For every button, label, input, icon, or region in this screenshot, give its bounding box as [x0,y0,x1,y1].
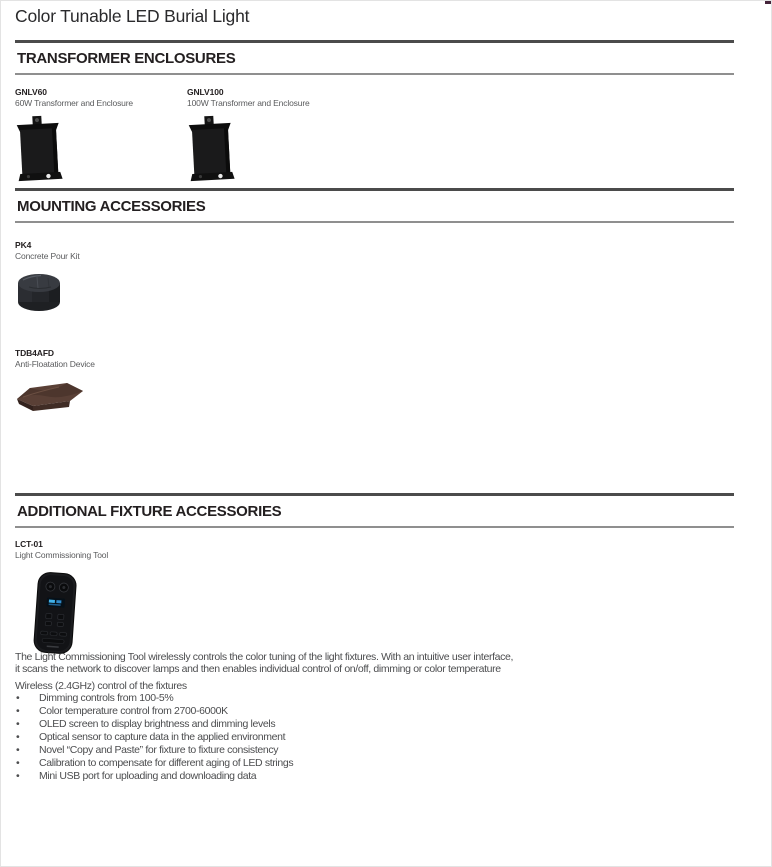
product-model: TDB4AFD [15,348,54,358]
product-description: Anti-Floatation Device [15,359,95,369]
section-heading: TRANSFORMER ENCLOSURES [17,50,236,67]
feature-item: • Optical sensor to capture data in the applied environment [15,731,293,744]
product-description: Concrete Pour Kit [15,251,80,261]
product-description: 60W Transformer and Enclosure [15,98,134,108]
lct01-paragraph-line-1: The Light Commissioning Tool wirelessly controls the color tuning of the light fixtures. With an intuitive user interface, [15,651,514,663]
product-tdb4afd [15,348,95,414]
anti-floatation-device-image [15,378,85,414]
product-gnlv100 [187,87,310,183]
page-title: Color Tunable LED Burial Light [15,6,250,26]
product-gnlv60 [15,87,133,183]
concrete-pour-kit-image [15,271,63,315]
product-model: GNLV60 [15,87,47,97]
product-lct01 [15,539,108,657]
product-model: PK4 [15,240,32,250]
feature-item: • Dimming controls from 100-5% [15,692,293,705]
scan-artifact-mark [765,1,771,4]
light-commissioning-tool-image [27,572,83,657]
transformer-enclosure-100w-image [187,115,235,183]
feature-item: • Color temperature control from 2700-6000K [15,705,293,718]
section-heading: MOUNTING ACCESSORIES [17,198,206,215]
section-header-transformer-enclosures [15,40,734,75]
product-description: 100W Transformer and Enclosure [187,98,310,108]
feature-item: • Mini USB port for uploading and downloading data [15,770,293,783]
product-model: GNLV100 [187,87,224,97]
lct01-feature-list [15,692,293,783]
section-heading: ADDITIONAL FIXTURE ACCESSORIES [17,503,282,520]
product-model: LCT-01 [15,539,43,549]
product-description: Light Commissioning Tool [15,550,109,560]
lct01-subheading: Wireless (2.4GHz) control of the fixtures [15,680,187,692]
transformer-enclosure-60w-image [15,115,63,183]
section-header-mounting-accessories [15,188,734,223]
section-header-additional-fixture-accessories [15,493,734,528]
lct01-paragraph-line-2: it scans the network to discover lamps and then enables individual control of on/off, dimming or color temperature [15,663,501,675]
product-pk4 [15,240,80,315]
feature-item: • OLED screen to display brightness and dimming levels [15,718,293,731]
feature-item: • Calibration to compensate for different aging of LED strings [15,757,293,770]
feature-item: • Novel “Copy and Paste” for fixture to fixture consistency [15,744,293,757]
